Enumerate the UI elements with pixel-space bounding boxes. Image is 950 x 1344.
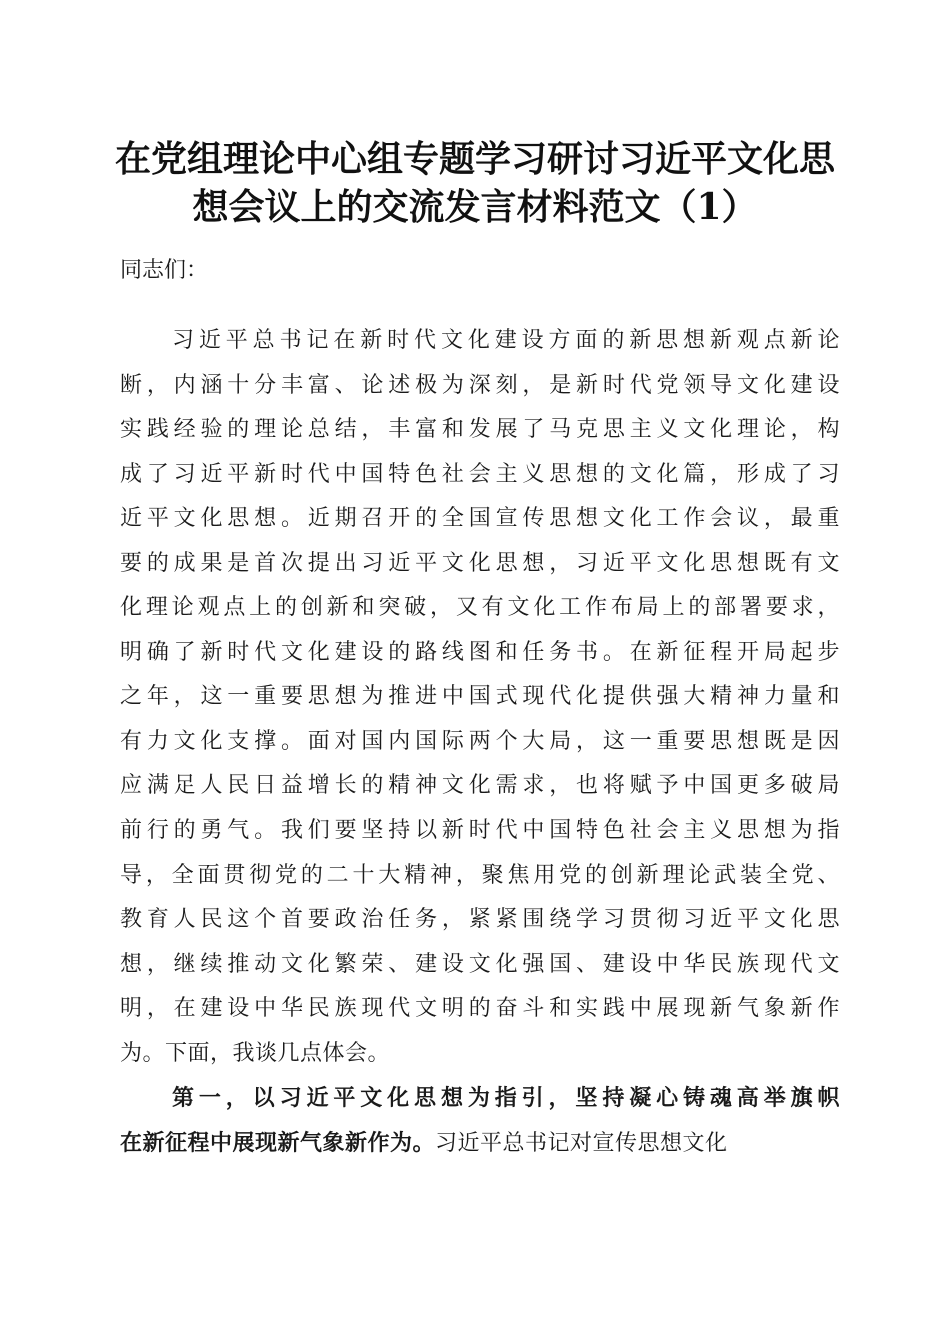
body-line: 成了习近平新时代中国特色社会主义思想的文化篇，形成了习 — [120, 461, 840, 487]
body-line: 想，继续推动文化繁荣、建设文化强国、建设中华民族现代文 — [120, 951, 840, 977]
document-title — [110, 135, 840, 231]
body-line: 化理论观点上的创新和突破，又有文化工作布局上的部署要求， — [120, 595, 840, 621]
body-line: 断，内涵十分丰富、论述极为深刻，是新时代党领导文化建设 — [120, 372, 840, 398]
salutation: 同志们： — [120, 258, 209, 283]
body-line: 之年，这一重要思想为推进中国式现代化提供强大精神力量和 — [120, 684, 840, 710]
body-text — [120, 326, 840, 1172]
body-line: 习近平总书记在新时代文化建设方面的新思想新观点新论 — [172, 328, 840, 353]
body-line: 要的成果是首次提出习近平文化思想，习近平文化思想既有文 — [120, 550, 840, 576]
point1-heading-tail: 在新征程中展现新气象新作为。 — [120, 1129, 436, 1156]
point1-text: 习近平总书记对宣传思想文化 — [435, 1130, 728, 1156]
body-line: 为。下面，我谈几点体会。 — [120, 1040, 391, 1066]
point1-line-2 — [120, 1128, 840, 1173]
title-line-2: 想会议上的交流发言材料范文（1） — [192, 186, 758, 228]
body-line: 有力文化支撑。面对国内国际两个大局，这一重要思想既是因 — [120, 728, 840, 754]
body-line: 前行的勇气。我们要坚持以新时代中国特色社会主义思想为指 — [120, 818, 840, 844]
body-line: 近平文化思想。近期召开的全国宣传思想文化工作会议，最重 — [120, 506, 840, 532]
body-line: 实践经验的理论总结，丰富和发展了马克思主义文化理论，构 — [120, 417, 840, 443]
body-line: 教育人民这个首要政治任务，紧紧围绕学习贯彻习近平文化思 — [120, 907, 840, 933]
body-line: 应满足人民日益增长的精神文化需求，也将赋予中国更多破局 — [120, 773, 840, 799]
point1-heading-line: 第一，以习近平文化思想为指引，坚持凝心铸魂高举旗帜 — [172, 1085, 840, 1112]
body-line: 明，在建设中华民族现代文明的奋斗和实践中展现新气象新作 — [120, 996, 840, 1022]
body-line: 明确了新时代文化建设的路线图和任务书。在新征程开局起步 — [120, 639, 840, 665]
title-line-1: 在党组理论中心组专题学习研讨习近平文化思 — [114, 138, 835, 180]
body-line: 导，全面贯彻党的二十大精神，聚焦用党的创新理论武装全党、 — [120, 862, 840, 888]
